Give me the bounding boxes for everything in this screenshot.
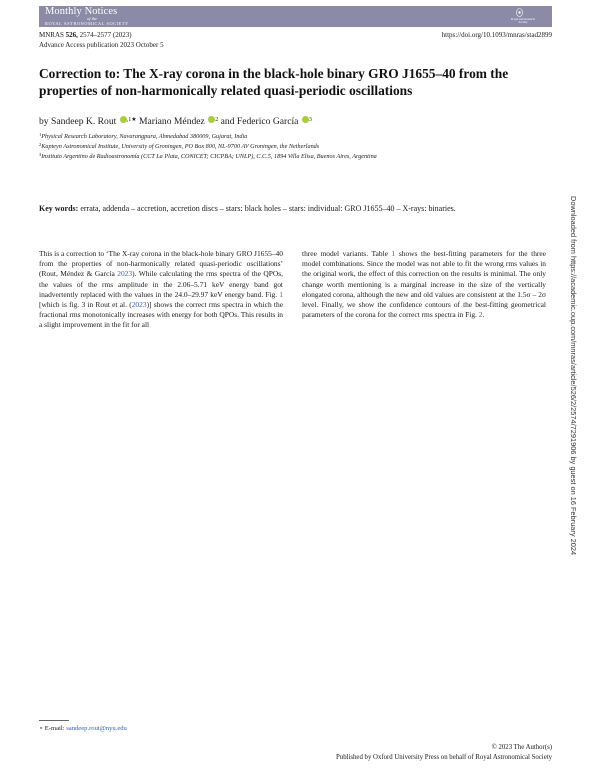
journal-banner bbox=[39, 6, 552, 27]
affiliation-3: $^3$Instituto Argentino de Radioastronomía (CCT La Plata, CONICET; CICPBA; UNLP), C.C.5, 1894 Villa Elisa, Buenos Aires, Argentina bbox=[39, 152, 377, 160]
footnote-label: ⋆ E-mail: bbox=[39, 725, 65, 732]
ref-link[interactable]: 2023 bbox=[131, 300, 147, 310]
author-3-sup: 3 bbox=[308, 117, 312, 123]
author-2: Mariano Méndez bbox=[139, 116, 205, 127]
affiliation-2: $^2$Kapteyn Astronomical Institute, University of Groningen, PO Box 800, NL-9700 AV Groningen, the Netherlands bbox=[39, 142, 320, 150]
download-watermark-text: Downloaded from https://academic.oup.com/mnras/article/526/2/2574/7291906 by guest on 16 February 2024 bbox=[569, 196, 578, 556]
author-1: Sandeep K. Rout bbox=[51, 116, 117, 127]
keywords bbox=[39, 204, 559, 214]
society-seal-text: Royal Astronomical Society bbox=[510, 17, 536, 25]
copyright: © 2023 The Author(s) bbox=[491, 744, 552, 751]
journal-society: ROYAL ASTRONOMICAL SOCIETY bbox=[45, 21, 129, 26]
footnote bbox=[39, 725, 127, 733]
orcid-icon[interactable] bbox=[120, 116, 127, 123]
citation-line bbox=[39, 31, 132, 40]
table-link[interactable]: 1 bbox=[391, 249, 396, 258]
author-list bbox=[39, 114, 312, 128]
journal-title: Monthly Notices bbox=[45, 6, 118, 17]
page-range: 2574–2577 (2023) bbox=[79, 31, 132, 39]
orcid-icon[interactable] bbox=[302, 116, 309, 123]
figure-link[interactable]: 1 bbox=[279, 289, 283, 299]
author-2-sup: 2 bbox=[215, 117, 219, 123]
journal-abbrev: MNRAS bbox=[39, 31, 64, 39]
volume: 526, bbox=[65, 31, 78, 39]
article-title: Correction to: The X-ray corona in the black-hole binary GRO J1655–40 from the properties of non-harmonically related quasi-periodic oscillations bbox=[39, 66, 509, 98]
author-1-sup: ,1★ bbox=[126, 117, 137, 123]
publisher-line: Published by Oxford University Press on behalf of Royal Astronomical Society bbox=[336, 754, 552, 761]
doi-link[interactable]: https://doi.org/10.1093/mnras/stad2899 bbox=[441, 31, 552, 39]
author-connector: and bbox=[220, 116, 235, 127]
footnote-rule bbox=[39, 720, 69, 721]
keywords-text: errata, addenda – accretion, accretion discs – stars: black holes – stars: individual: GRO J1655–40 – X-rays: binaries. bbox=[80, 204, 456, 213]
advance-access: Advance Access publication 2023 October 5 bbox=[39, 41, 164, 49]
author-3: Federico García bbox=[236, 116, 299, 127]
email-link[interactable]: sandeep.rout@nyu.edu bbox=[66, 725, 127, 732]
society-seal-icon bbox=[513, 8, 526, 17]
download-watermark bbox=[566, 196, 582, 616]
keywords-label: Key words: bbox=[39, 204, 79, 213]
author-prefix: by bbox=[39, 116, 49, 127]
journal-title-of: of the bbox=[87, 16, 98, 21]
body-column-right: three model variants. Table 1 shows the best-fitting parameters for the three model combinations. Since the model was not able to fit the wrong rms values in the original work, the effect of this correction on the results is minimal. The only change worth mentioning is a marginal increase in the size of the vertically elongated corona, although the new and old values are consistent at the 1.5σ – 2σ level. Finally, we show the confidence contours of the best-fitting geometrical parameters of the corona for the correct rms spectra in Fig. 2. bbox=[302, 249, 546, 320]
body-column-left: This is a correction to ‘The X-ray corona in the black-hole binary GRO J1655–40 from the properties of non-harmonically related quasi-periodic oscillations’ (Rout, Méndez & García 2023). While calculating the rms spectra of the QPOs, the values of the rms amplitude in the 2.06–5.71 keV energy band got inadvertently replaced with the values in the 24.0–29.97 keV energy band. Fig. 1 [which is fig. 3 in Rout et al. (2023)] shows the correct rms spectra in which the fractional rms monotonically increases with energy for both QPOs. This results in a slight improvement in the fit for all bbox=[39, 249, 284, 330]
ref-link[interactable]: 2023 bbox=[117, 269, 133, 279]
figure-link[interactable]: 2 bbox=[478, 310, 483, 320]
affiliation-1: $^1$Physical Research Laboratory, Navarangpura, Ahmedabad 380009, Gujarat, India bbox=[39, 132, 248, 140]
